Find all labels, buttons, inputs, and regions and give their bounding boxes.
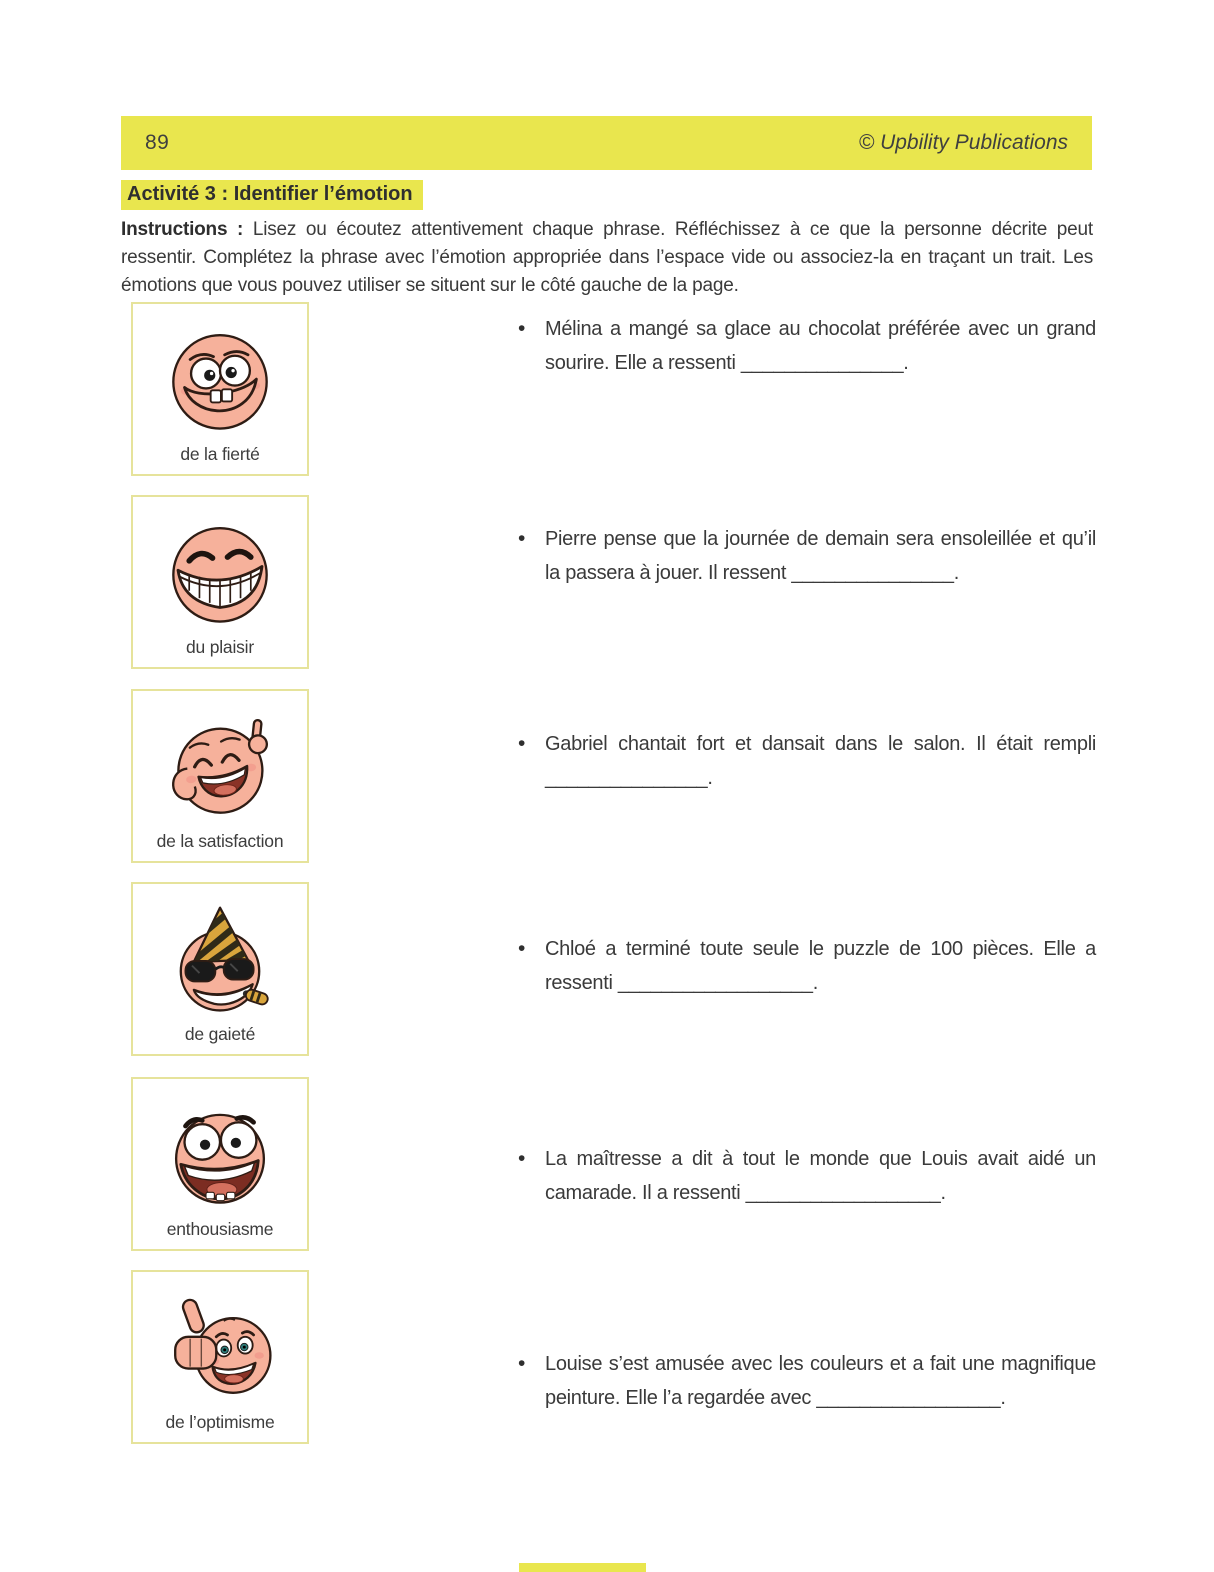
sentence-text: La maîtresse a dit à tout le monde que Louis avait aidé un camarade. Il a ressenti __________________. (545, 1148, 1096, 1204)
bullet-icon: • (518, 317, 526, 340)
publisher-credit: © Upbility Publications (858, 131, 1068, 154)
instructions-text: Lisez ou écoutez attentivement chaque phrase. Réfléchissez à ce que la personne décrite peut ressentir. Complétez la phrase avec l’émotion appropriée dans l’espace vide ou associez-la en traçant un trait. Les émotions que vous pouvez utiliser se situent sur le côté gauche de la page. (121, 219, 1093, 296)
page-bottom-highlight-fragment (519, 1563, 646, 1572)
emotion-card-satisfaction (131, 689, 309, 863)
bullet-icon: • (518, 527, 526, 550)
emotion-card-fierte (131, 302, 309, 476)
big-grin-face-icon (164, 517, 276, 629)
emotion-card-label: de la fierté (180, 444, 260, 464)
thumbs-up-face-icon (164, 1292, 276, 1404)
emotion-card-label: de gaieté (184, 1024, 256, 1044)
activity-title-wrap (121, 180, 423, 210)
emotion-card-label: de la satisfaction (156, 831, 284, 851)
bullet-icon: • (518, 732, 526, 755)
emotion-card-optimisme (131, 1270, 309, 1444)
activity-title: Activité 3 : Identifier l’émotion (121, 180, 423, 210)
sentence-item (518, 1347, 1096, 1415)
satisfied-face-icon (164, 711, 276, 823)
emotion-card-label: de l’optimisme (165, 1412, 275, 1432)
sentence-item (518, 312, 1096, 380)
bullet-icon: • (518, 937, 526, 960)
emotion-card-label: enthousiasme (166, 1219, 274, 1239)
enthusiastic-face-icon (164, 1099, 276, 1211)
bullet-icon: • (518, 1352, 526, 1375)
bullet-icon: • (518, 1147, 526, 1170)
proud-face-icon (164, 324, 276, 436)
party-face-icon (164, 904, 276, 1016)
emotion-card-gaiete (131, 882, 309, 1056)
instructions-paragraph (121, 216, 1093, 300)
sentence-text: Chloé a terminé toute seule le puzzle de 100 pièces. Elle a ressenti __________________. (545, 938, 1096, 994)
instructions-label: Instructions : (121, 219, 244, 240)
sentence-item (518, 522, 1096, 590)
emotion-card-enthousiasme (131, 1077, 309, 1251)
emotion-card-label: du plaisir (185, 637, 255, 657)
page-number: 89 (145, 131, 170, 154)
sentence-text: Louise s’est amusée avec les couleurs et a fait une magnifique peinture. Elle l’a regardée avec _________________. (545, 1353, 1096, 1409)
emotion-card-plaisir (131, 495, 309, 669)
sentence-text: Mélina a mangé sa glace au chocolat préférée avec un grand sourire. Elle a ressenti _______________. (545, 318, 1096, 374)
sentence-item (518, 727, 1096, 795)
page-header-bar (121, 116, 1092, 170)
sentence-text: Pierre pense que la journée de demain sera ensoleillée et qu’il la passera à jouer. Il ressent _______________. (545, 528, 1096, 584)
sentence-item (518, 932, 1096, 1000)
sentence-text: Gabriel chantait fort et dansait dans le salon. Il était rempli _______________. (545, 733, 1096, 789)
sentence-item (518, 1142, 1096, 1210)
